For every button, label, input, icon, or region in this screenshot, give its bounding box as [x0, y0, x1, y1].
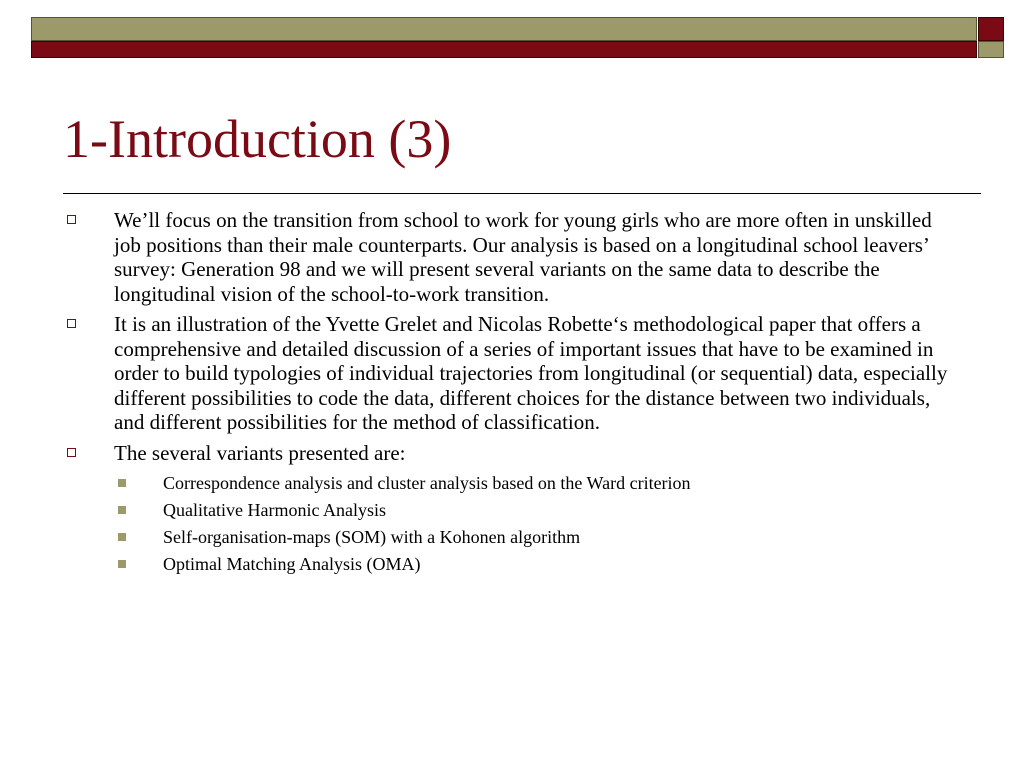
sub-bullet-item	[0, 552, 1024, 576]
bullet-text: The several variants presented are:	[114, 440, 406, 465]
filled-square-bullet-icon	[118, 479, 126, 487]
filled-square-bullet-icon	[118, 533, 126, 541]
sub-bullet-text: Self-organisation-maps (SOM) with a Kohonen algorithm	[163, 527, 581, 547]
hollow-square-bullet-icon	[67, 215, 76, 224]
title-divider	[63, 193, 981, 194]
header-bar-maroon	[31, 41, 977, 58]
slide-content	[0, 208, 1024, 579]
sub-bullet-item	[0, 471, 1024, 495]
sub-bullet-text: Correspondence analysis and cluster analysis based on the Ward criterion	[163, 473, 691, 493]
sub-bullet-text: Optimal Matching Analysis (OMA)	[163, 554, 421, 574]
bullet-item	[0, 208, 1024, 306]
sub-bullet-text: Qualitative Harmonic Analysis	[163, 500, 386, 520]
sub-bullet-item	[0, 498, 1024, 522]
bullet-text: It is an illustration of the Yvette Grelet and Nicolas Robette‘s methodological paper that offers a comprehensive and detailed discussion of a series of important issues that have to be examined in order to build typologies of individual trajectories from longitudinal (or sequential) data, especially different possibilities to code the data, different choices for the distance between two individuals, and different possibilities for the method of classification.	[114, 312, 948, 434]
slide-title: 1-Introduction (3)	[63, 109, 452, 169]
sub-bullet-item	[0, 525, 1024, 549]
header-square-maroon	[978, 17, 1004, 41]
header-bar-olive	[31, 17, 977, 41]
filled-square-bullet-icon	[118, 506, 126, 514]
hollow-square-bullet-icon	[67, 319, 76, 328]
hollow-square-bullet-icon	[67, 448, 76, 457]
filled-square-bullet-icon	[118, 560, 126, 568]
bullet-text: We’ll focus on the transition from school to work for young girls who are more often in unskilled job positions than their male counterparts. Our analysis is based on a longitudinal school leavers’ survey: Generation 98 and we will present several variants on the same data to describe the longitudinal vision of the school-to-work transition.	[114, 208, 932, 306]
header-square-olive	[978, 41, 1004, 58]
bullet-item	[0, 312, 1024, 435]
bullet-item	[0, 441, 1024, 466]
